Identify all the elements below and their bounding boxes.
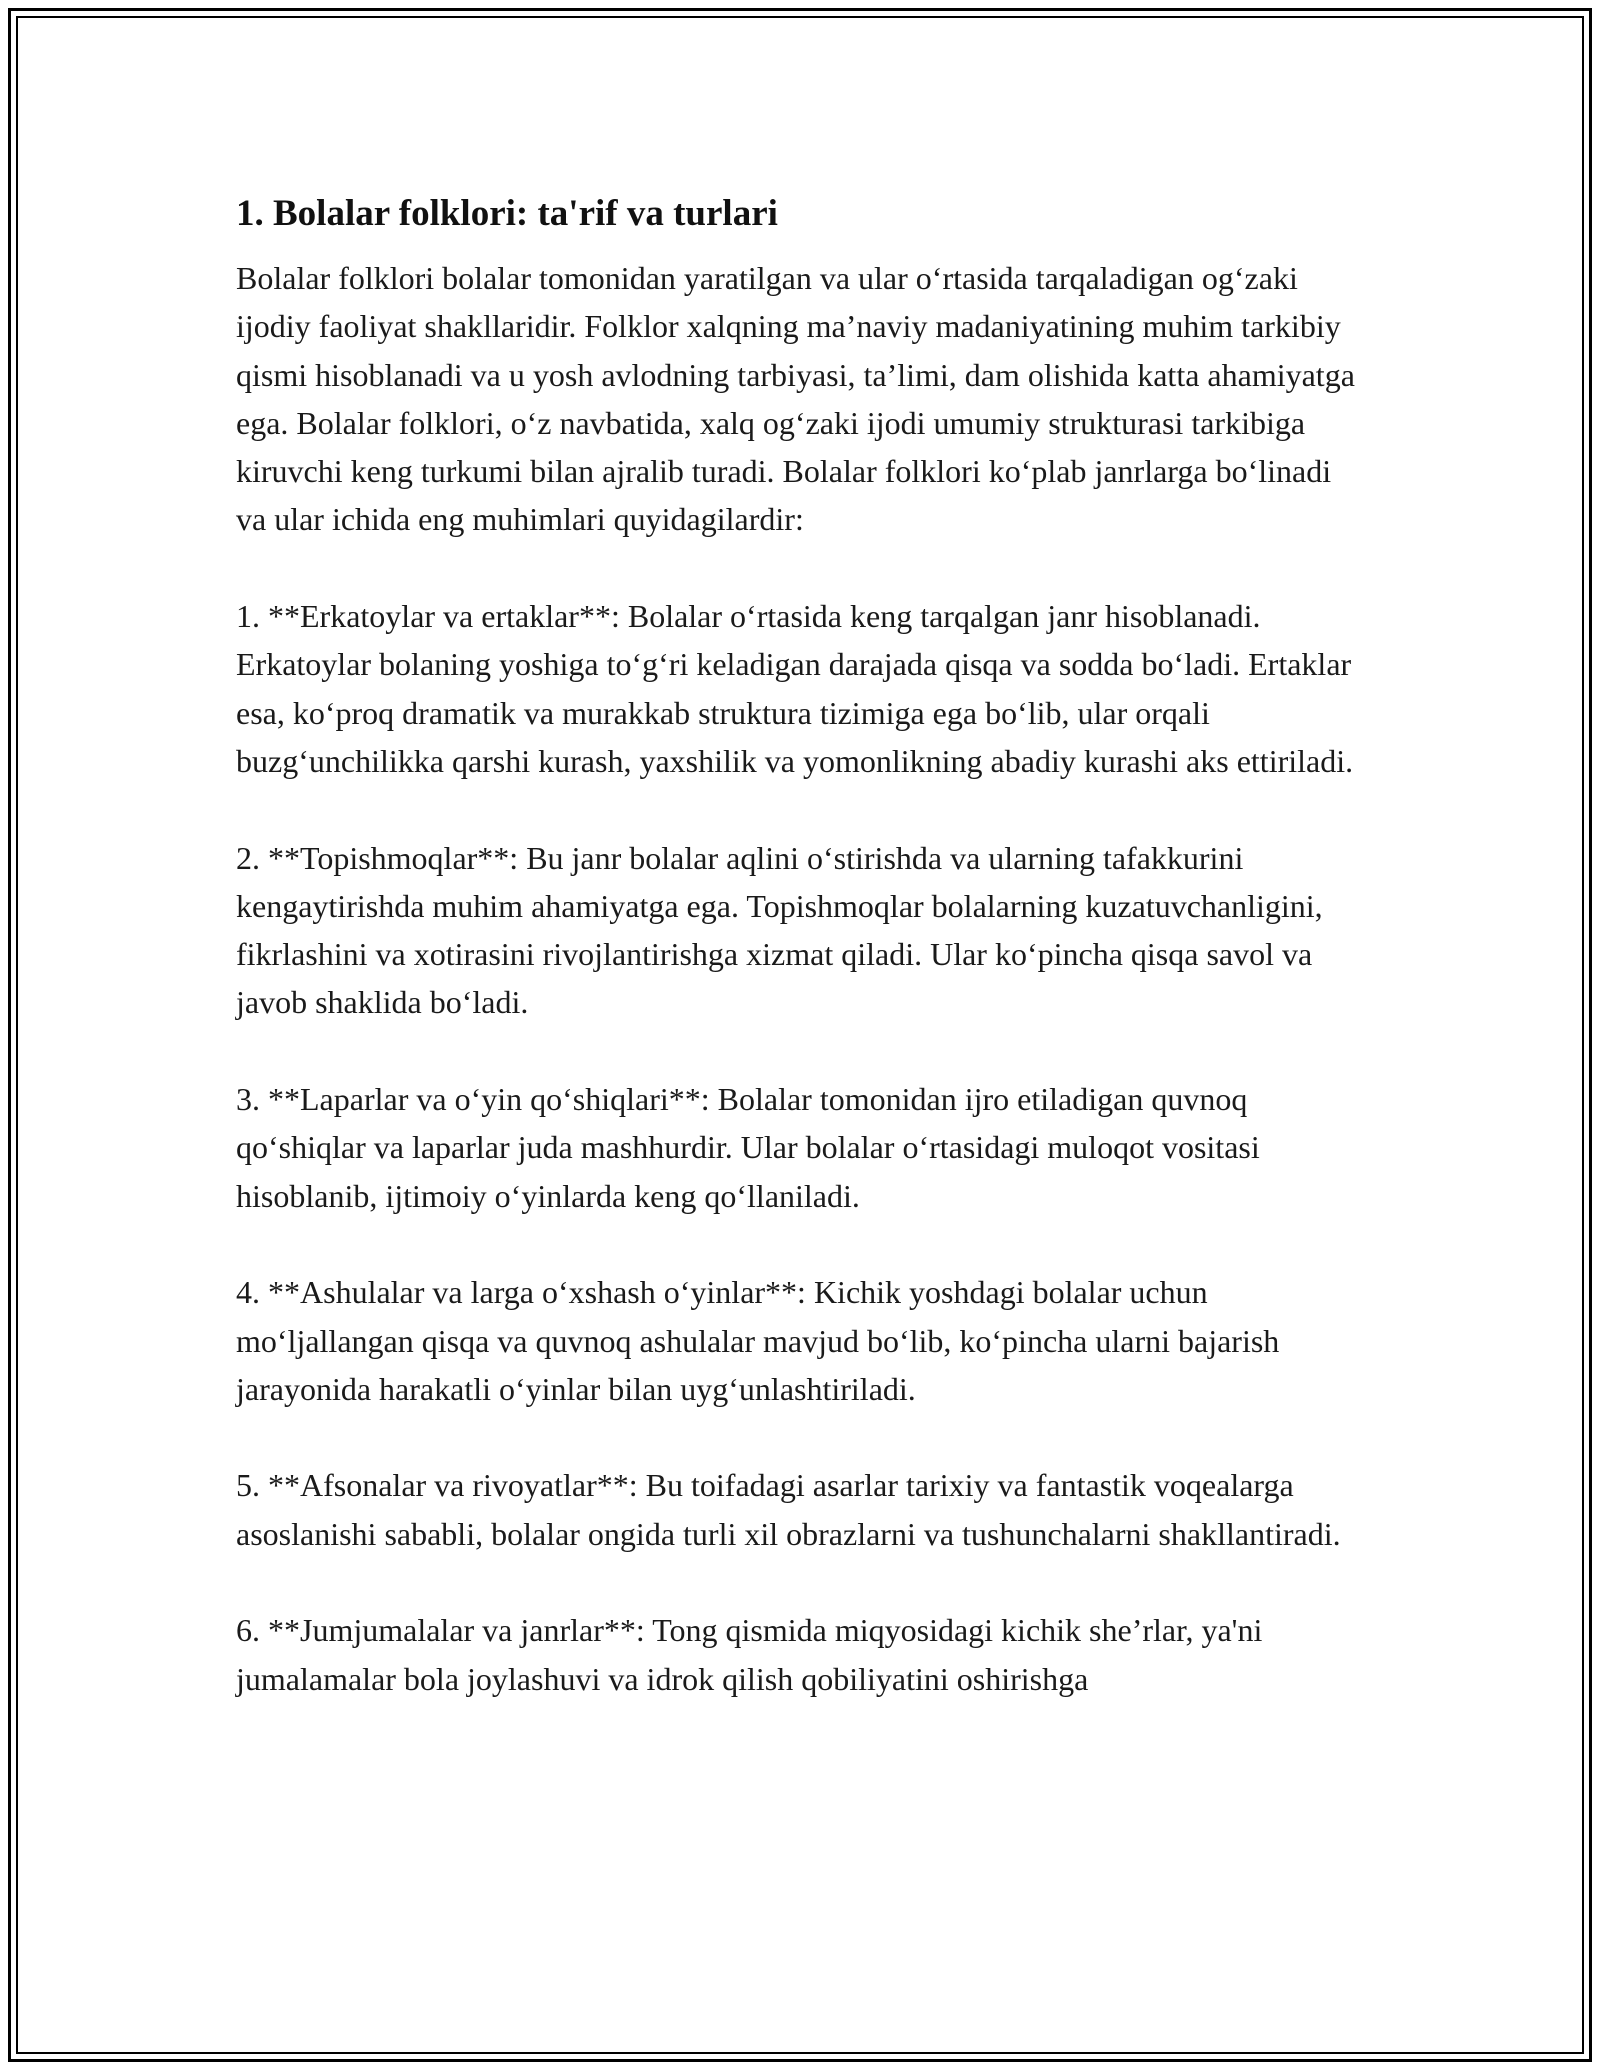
list-item-jumjumalalar: 6. **Jumjumalalar va janrlar**: Tong qismida miqyosidagi kichik she’rlar, ya'ni jumalamalar bola joylashuvi va idrok qilish qobiliyatini oshirishga <box>236 1612 1263 1697</box>
intro-paragraph: Bolalar folklori bolalar tomonidan yaratilgan va ular o‘rtasida tarqaladigan og‘zaki ijodiy faoliyat shakllaridir. Folklor xalqning ma’naviy madaniyatining muhim tarkibiy qismi hisoblanadi va u yosh avlodning tarbiyasi, ta’limi, dam olishida katta ahamiyatga ega. Bolalar folklori, o‘z navbatida, xalq og‘zaki ijodi umumiy strukturasi tarkibiga kiruvchi keng turkumi bilan ajralib turadi. Bolalar folklori ko‘plab janrlarga bo‘linadi va ular ichida eng muhimlari quyidagilardir: <box>236 260 1355 538</box>
document-body <box>236 186 1366 1703</box>
list-item-afsonalar: 5. **Afsonalar va rivoyatlar**: Bu toifadagi asarlar tarixiy va fantastik voqealarga asoslanishi sababli, bolalar ongida turli xil obrazlarni va tushunchalarni shakllantiradi. <box>236 1467 1341 1552</box>
list-item-erkatoylar: 1. **Erkatoylar va ertaklar**: Bolalar o‘rtasida keng tarqalgan janr hisoblanadi. Erkatoylar bolaning yoshiga to‘g‘ri keladigan darajada qisqa va sodda bo‘ladi. Ertaklar esa, ko‘proq dramatik va murakkab struktura tizimiga ega bo‘lib, ular orqali buzg‘unchilikka qarshi kurash, yaxshilik va yomonlikning abadiy kurashi aks ettiriladi. <box>236 598 1354 779</box>
list-item-laparlar: 3. **Laparlar va o‘yin qo‘shiqlari**: Bolalar tomonidan ijro etiladigan quvnoq qo‘shiqlar va laparlar juda mashhurdir. Ular bolalar o‘rtasidagi muloqot vositasi hisoblanib, ijtimoiy o‘yinlarda keng qo‘llaniladi. <box>236 1081 1260 1214</box>
list-item-topishmoqlar: 2. **Topishmoqlar**: Bu janr bolalar aqlini o‘stirishda va ularning tafakkurini kengaytirishda muhim ahamiyatga ega. Topishmoqlar bolalarning kuzatuvchanligini, fikrlashini va xotirasini rivojlantirishga xizmat qiladi. Ular ko‘pincha qisqa savol va javob shaklida bo‘ladi. <box>236 839 1323 1021</box>
list-item-ashulalar: 4. **Ashulalar va larga o‘xshash o‘yinlar**: Kichik yoshdagi bolalar uchun mo‘ljallangan qisqa va quvnoq ashulalar mavjud bo‘lib, ko‘pincha ularni bajarish jarayonida harakatli o‘yinlar bilan uyg‘unlashtiriladi. <box>236 1274 1280 1407</box>
section-heading: 1. Bolalar folklori: ta'rif va turlari <box>236 193 778 234</box>
